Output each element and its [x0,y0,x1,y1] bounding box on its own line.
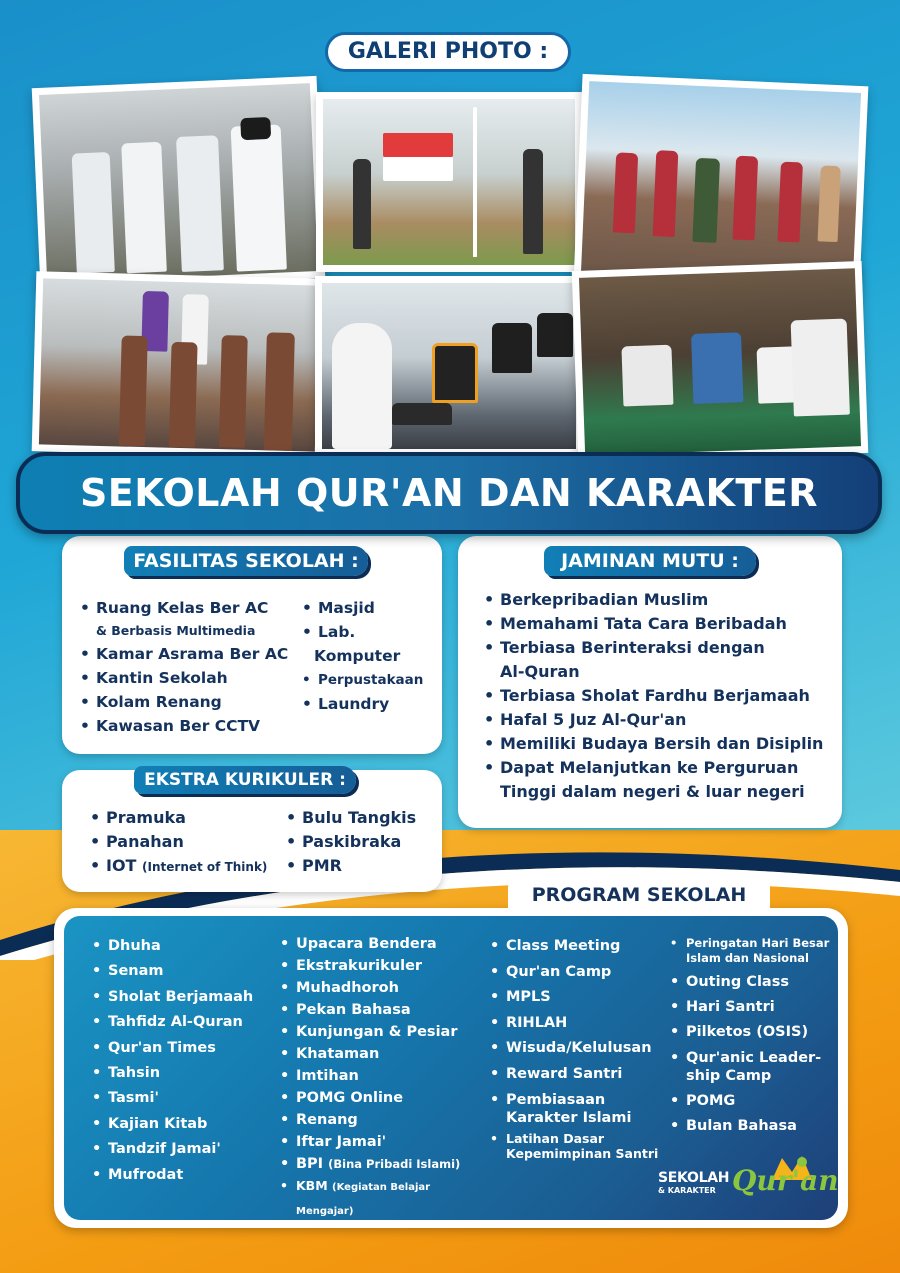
list-item: • MPLS [490,985,660,1011]
list-item: • Sholat Berjamaah [92,985,272,1010]
program-list-4 [670,936,842,1139]
list-item: • Hafal 5 Juz Al-Qur'an [484,708,834,732]
list-item: • Terbiasa Sholat Fardhu Berjamaah [484,684,834,708]
list-item: • Imtihan [280,1065,485,1087]
fasilitas-list-2 [302,596,438,716]
program-list-2 [280,933,485,1223]
list-item: • Muhadhoroh [280,977,485,999]
fasilitas-title: FASILITAS SEKOLAH : [124,546,368,576]
photo-quran-study [572,261,869,463]
list-item: • Ruang Kelas Ber AC [80,596,300,620]
list-item: • PMR [286,854,436,878]
program-title: PROGRAM SEKOLAH [508,876,770,914]
list-item: • Dhuha [92,934,272,959]
jaminan-title: JAMINAN MUTU : [544,546,756,576]
list-item: • Tahfidz Al-Quran [92,1010,272,1035]
list-item: • Bulan Bahasa [670,1114,842,1139]
list-item: • Qur'an Camp [490,960,660,986]
list-item: • Memahami Tata Cara Beribadah [484,612,834,636]
list-item: • Pembiasaan [490,1091,660,1109]
list-item: • Peringatan Hari Besar [670,936,842,951]
photo-scouts-flags [32,271,327,459]
list-item: • POMG [670,1089,842,1114]
list-item-note: & Berbasis Multimedia [96,623,256,638]
list-item: • Tandzif Jamai' [92,1137,272,1162]
logo-line-2: & KARAKTER [658,1186,716,1195]
list-item: • Terbiasa Berinteraksi dengan [484,636,834,660]
jaminan-list [484,588,834,804]
list-item: • Qur'anic Leader- [670,1049,842,1067]
list-item: • Berkepribadian Muslim [484,588,834,612]
list-item-cont: Tinggi dalam negeri & luar negeri [500,782,805,801]
kbm-note: (Kegiatan Belajar Mengajar) [296,1182,431,1217]
list-item: • RIHLAH [490,1011,660,1037]
list-item: • Renang [280,1109,485,1131]
logo-line-1: SEKOLAH [658,1170,730,1186]
ekstra-title: EKSTRA KURIKULER : [134,766,356,794]
list-item: • Pekan Bahasa [280,999,485,1021]
bpi-note: (Bina Pribadi Islami) [328,1157,461,1171]
list-item: • Bulu Tangkis [286,806,436,830]
program-list-3 [490,934,660,1161]
list-item: • IOT (Internet of Think) [90,854,290,879]
list-item: • Kajian Kitab [92,1112,272,1137]
photo-computer-lab [315,276,583,456]
list-item-cont: Komputer [314,647,401,665]
list-item: • Kolam Renang [80,690,300,714]
list-item: • Masjid [302,596,438,620]
list-item: • POMG Online [280,1087,485,1109]
list-item: • Iftar Jamai' [280,1131,485,1153]
list-item: • Reward Santri [490,1062,660,1088]
list-item: • KBM (Kegiatan Belajar Mengajar) [280,1175,485,1223]
iot-note: (Internet of Think) [142,860,268,874]
main-banner [16,452,882,534]
list-item: • Upacara Bendera [280,933,485,955]
photo-scout-field [574,74,869,292]
list-item: • Kawasan Ber CCTV [80,714,300,738]
list-item: • Kantin Sekolah [80,666,300,690]
list-item: • Qur'an Times [92,1036,272,1061]
list-item: • Kunjungan & Pesiar [280,1021,485,1043]
list-item-cont: Kepemimpinan Santri [506,1146,659,1161]
list-item-cont: Al-Quran [500,662,580,681]
list-item-cont: Karakter Islami [506,1110,632,1126]
list-item: • Paskibraka [286,830,436,854]
gallery-title: GALERI PHOTO : [325,32,571,72]
list-item: • Tahsin [92,1061,272,1086]
list-item: • Memiliki Budaya Bersih dan Disiplin [484,732,834,756]
list-item: • Kamar Asrama Ber AC [80,642,300,666]
list-item: • Pilketos (OSIS) [670,1020,842,1045]
list-item: • Lab. [302,620,438,644]
list-item: • Dapat Melanjutkan ke Perguruan [484,756,834,780]
ekstra-list-2 [286,806,436,878]
fasilitas-list-1 [80,596,300,738]
list-item: • Pramuka [90,806,290,830]
photo-flag-ceremony [316,92,582,272]
list-item: • Outing Class [670,970,842,995]
list-item: • BPI (Bina Pribadi Islami) [280,1153,485,1175]
list-item: • Panahan [90,830,290,854]
ekstra-list-1 [90,806,290,879]
list-item: • Class Meeting [490,934,660,960]
list-item: • Senam [92,959,272,984]
program-list-1 [92,934,272,1188]
list-item: • Perpustakaan [302,668,438,692]
list-item: • Wisuda/Kelulusan [490,1036,660,1062]
list-item: • Hari Santri [670,995,842,1020]
logo-script: Qur'an [732,1164,839,1197]
photo-students-saluting [32,76,326,290]
list-item: • Mufrodat [92,1163,272,1188]
list-item: • Latihan Dasar [490,1131,660,1146]
school-logo [652,1152,839,1208]
list-item: • Khataman [280,1043,485,1065]
list-item-cont: Islam dan Nasional [686,951,809,965]
list-item: • Tasmi' [92,1086,272,1111]
list-item: • Ekstrakurikuler [280,955,485,977]
banner-title: SEKOLAH QUR'AN DAN KARAKTER [79,471,819,515]
list-item-cont: ship Camp [686,1068,772,1084]
list-item: • Laundry [302,692,438,716]
